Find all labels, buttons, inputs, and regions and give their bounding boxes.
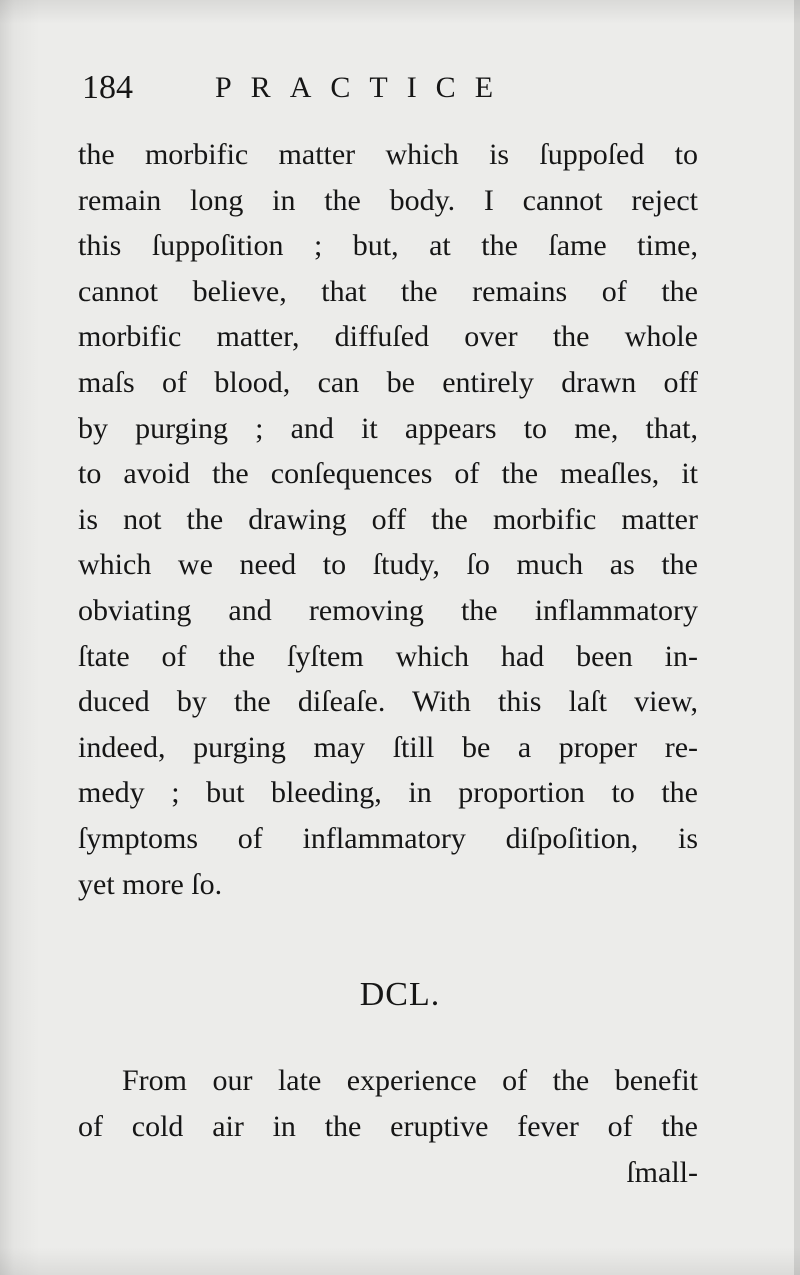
- text-line: to avoid the conſequences of the meaſles, it: [78, 457, 698, 491]
- text-line: yet more ſo.: [78, 867, 223, 901]
- text-line: duced by the diſeaſe. With this laſt view,: [78, 685, 698, 719]
- text-line: remain long in the body. I cannot reject: [78, 183, 698, 217]
- page-edge-shadow: [794, 0, 800, 1275]
- section-heading: DCL.: [359, 976, 441, 1013]
- text-line: is not the drawing off the morbific matter: [78, 502, 698, 536]
- text-line: maſs of blood, can be entirely drawn off: [78, 365, 698, 399]
- text-line: morbific matter, diffuſed over the whole: [78, 320, 698, 354]
- text-line: From our late experience of the benefit: [122, 1064, 698, 1097]
- page-header: [82, 66, 702, 110]
- catchword: ſmall-: [626, 1156, 698, 1189]
- text-line: indeed, purging may ſtill be a proper re-: [78, 730, 698, 764]
- text-line: cannot believe, that the remains of the: [78, 274, 698, 308]
- page-number: 184: [82, 69, 133, 106]
- text-line: medy ; but bleeding, in proportion to the: [78, 776, 698, 810]
- body-paragraph: [78, 132, 698, 907]
- text-line: ſtate of the ſyſtem which had been in-: [78, 639, 698, 673]
- text-line: ſymptoms of inflammatory diſpoſition, is: [78, 821, 698, 855]
- text-line: which we need to ſtudy, ſo much as the: [78, 548, 698, 582]
- running-head: PRACTICE: [215, 71, 513, 104]
- text-line: obviating and removing the inflammatory: [78, 593, 698, 627]
- section-paragraph: [78, 1058, 698, 1149]
- text-line: of cold air in the eruptive fever of the: [78, 1109, 698, 1143]
- text-line: the morbific matter which is ſuppoſed to: [78, 138, 698, 171]
- text-line: this ſuppoſition ; but, at the ſame time,: [78, 229, 698, 263]
- text-line: by purging ; and it appears to me, that,: [78, 411, 698, 445]
